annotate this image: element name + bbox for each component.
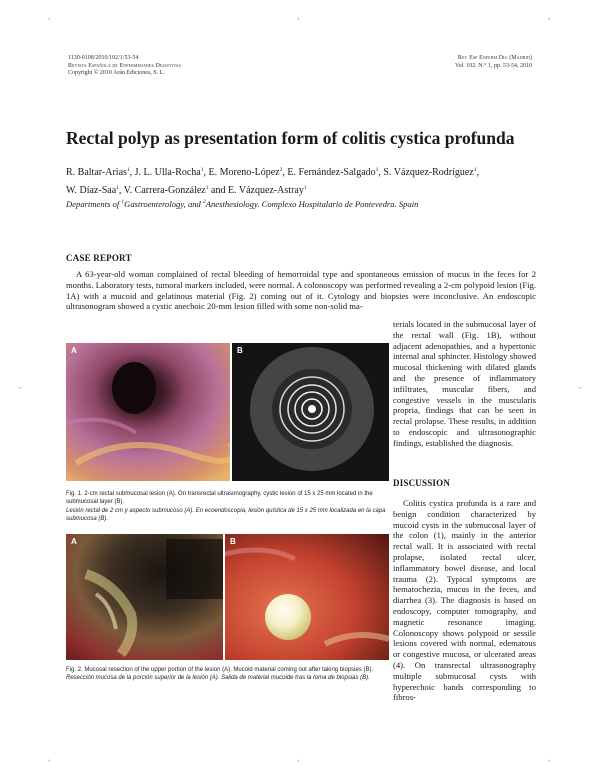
endoscopy-image: [66, 343, 230, 481]
figure-2b-mucoid: [225, 534, 389, 660]
figure-2a-label: A: [71, 537, 77, 546]
crop-mark: -: [18, 383, 22, 393]
author: E. Moreno-López: [208, 167, 280, 178]
figure-1b-label: B: [237, 346, 243, 355]
case-report-continued: terials located in the submucosal layer of the rectal wall (Fig. 1B), without adjacent adenopathies, and a hypertonic internal anal sphincter. Histology showed mucosal thickening with dilated glands and the presence of inflammatory infiltrates, muscular fibers, and congestive vessels in the muscularis propria, findings that can be seen in rectal prolapse. These results, in addition to endoscopic and ultrasonographic findings, established the diagnosis.: [393, 319, 536, 448]
crop-mark: -: [578, 383, 582, 393]
ultrasound-image: [232, 343, 389, 481]
crop-mark: ': [297, 759, 300, 769]
crop-mark: ': [548, 759, 551, 769]
author-line-2: W. Díaz-Saa$^1$, V. Carrera-González$^1$ and E. Vázquez-Astray$^1$: [66, 184, 307, 196]
crop-mark: ': [297, 17, 300, 27]
author: E. Fernández-Salgado: [287, 167, 376, 178]
journal-meta-left: [68, 55, 181, 78]
discussion-text: Colitis cystica profunda is a rare and benign condition characterized by mucoid cysts in the submucosal layer of the colon (1), mainly in the anterior rectal wall. It is associated with rectal prolapse, isolated rectal ulcer, inflammatory bowel disease, and local trauma (2). Typical symptoms are hematochezia, mucus in the feces, and diarrhea (3). The diagnosis is based on endoscopy, computer tomography, and magnetic resonance imaging. Colonoscopy shows polypoid or sessile lesions covered with normal, edematous or congestive mucosa, or ulcerated areas (4). On transrectal ultrasonography multiple submucosal cysts with hyperechoic bands corresponding to fibros-: [393, 498, 536, 703]
resection-image: [66, 534, 223, 660]
journal-abbrev: Rev Esp Enferm Dig (Madrid): [457, 55, 532, 61]
author: R. Baltar-Arias: [66, 167, 127, 178]
caption-english: Fig. 1. 2-cm rectal submucosal lesion (A). On transrectal ultrasonography, cystic lesion of 15 x 25 mm located in the submucosal layer (B).: [66, 491, 373, 506]
figure-2a-resection: [66, 534, 223, 660]
affiliation: Departments of $^1$Gastroenterology, and $^2$Anesthesiology. Complexo Hospitalario de Pontevedra. Spain: [66, 199, 419, 209]
author-line-1: R. Baltar-Arias$^1$, J. L. Ulla-Rocha$^1$, E. Moreno-López$^2$, E. Fernández-Salgado$^1$, S. Vázquez-Rodríguez$^1$,: [66, 167, 479, 178]
journal-name: Revista Española de Enfermedades Digestivas: [68, 62, 181, 69]
caption-english: Fig. 2. Mucosal resection of the upper portion of the lesion (A). Mucoid material coming out after taking biopsies (B).: [66, 667, 374, 673]
crop-mark: ': [548, 17, 551, 27]
copyright: Copyright © 2010 Arán Ediciones, S. L.: [68, 70, 165, 76]
journal-meta-right: [455, 55, 532, 70]
author: W. Díaz-Saa: [66, 184, 117, 196]
caption-spanish: Lesión rectal de 2 cm y aspecto submucoso (A). En ecoendoscopia, lesión quística de 15 x 25 mm localizada en la capa submucosa (B).: [66, 507, 386, 523]
author: J. L. Ulla-Rocha: [134, 167, 201, 178]
caption-spanish: Resección mucosa de la porción superior de la lesión (A). Salida de material mucoide tras la toma de biopsias (B).: [66, 675, 370, 682]
figure-2b-label: B: [230, 537, 236, 546]
figure-1-caption: [66, 490, 386, 524]
crop-mark: ': [48, 759, 51, 769]
issn: 1130-0108/2010/102/1/53-54: [68, 55, 139, 61]
author-list: [66, 163, 536, 198]
volume-info: Vol. 102. N.° 1, pp. 53-54, 2010: [455, 62, 532, 69]
figure-2-caption: [66, 666, 386, 683]
crop-mark: ': [48, 17, 51, 27]
paper-title: Rectal polyp as presentation form of colitis cystica profunda: [66, 128, 515, 148]
figure-1a-label: A: [71, 346, 77, 355]
case-report-heading: CASE REPORT: [66, 253, 132, 263]
case-report-intro: A 63-year-old woman complained of rectal bleeding of hemorroidal type and spontaneous emission of mucus in the feces for 2 months. Laboratory tests, tumoral markers included, were normal. A colonoscopy was performed revealing a 2-cm polypoid lesion (Fig. 1A) with a mucoid and gelatinous material (Fig. 2) coming out of it. Cytology and biopsies were inconclusive. An endoscopic ultrasonogram showed a cystic anechoic 20-mm lesion filled with some non-solid ma-: [66, 269, 536, 312]
discussion-heading: DISCUSSION: [393, 478, 451, 488]
mucoid-image: [225, 534, 389, 660]
figure-1a-endoscopy: [66, 343, 230, 481]
author: S. Vázquez-Rodríguez: [383, 167, 474, 178]
figure-1b-ultrasound: [232, 343, 389, 481]
author: E. Vázquez-Astray: [227, 184, 304, 196]
author: V. Carrera-González: [123, 184, 206, 196]
